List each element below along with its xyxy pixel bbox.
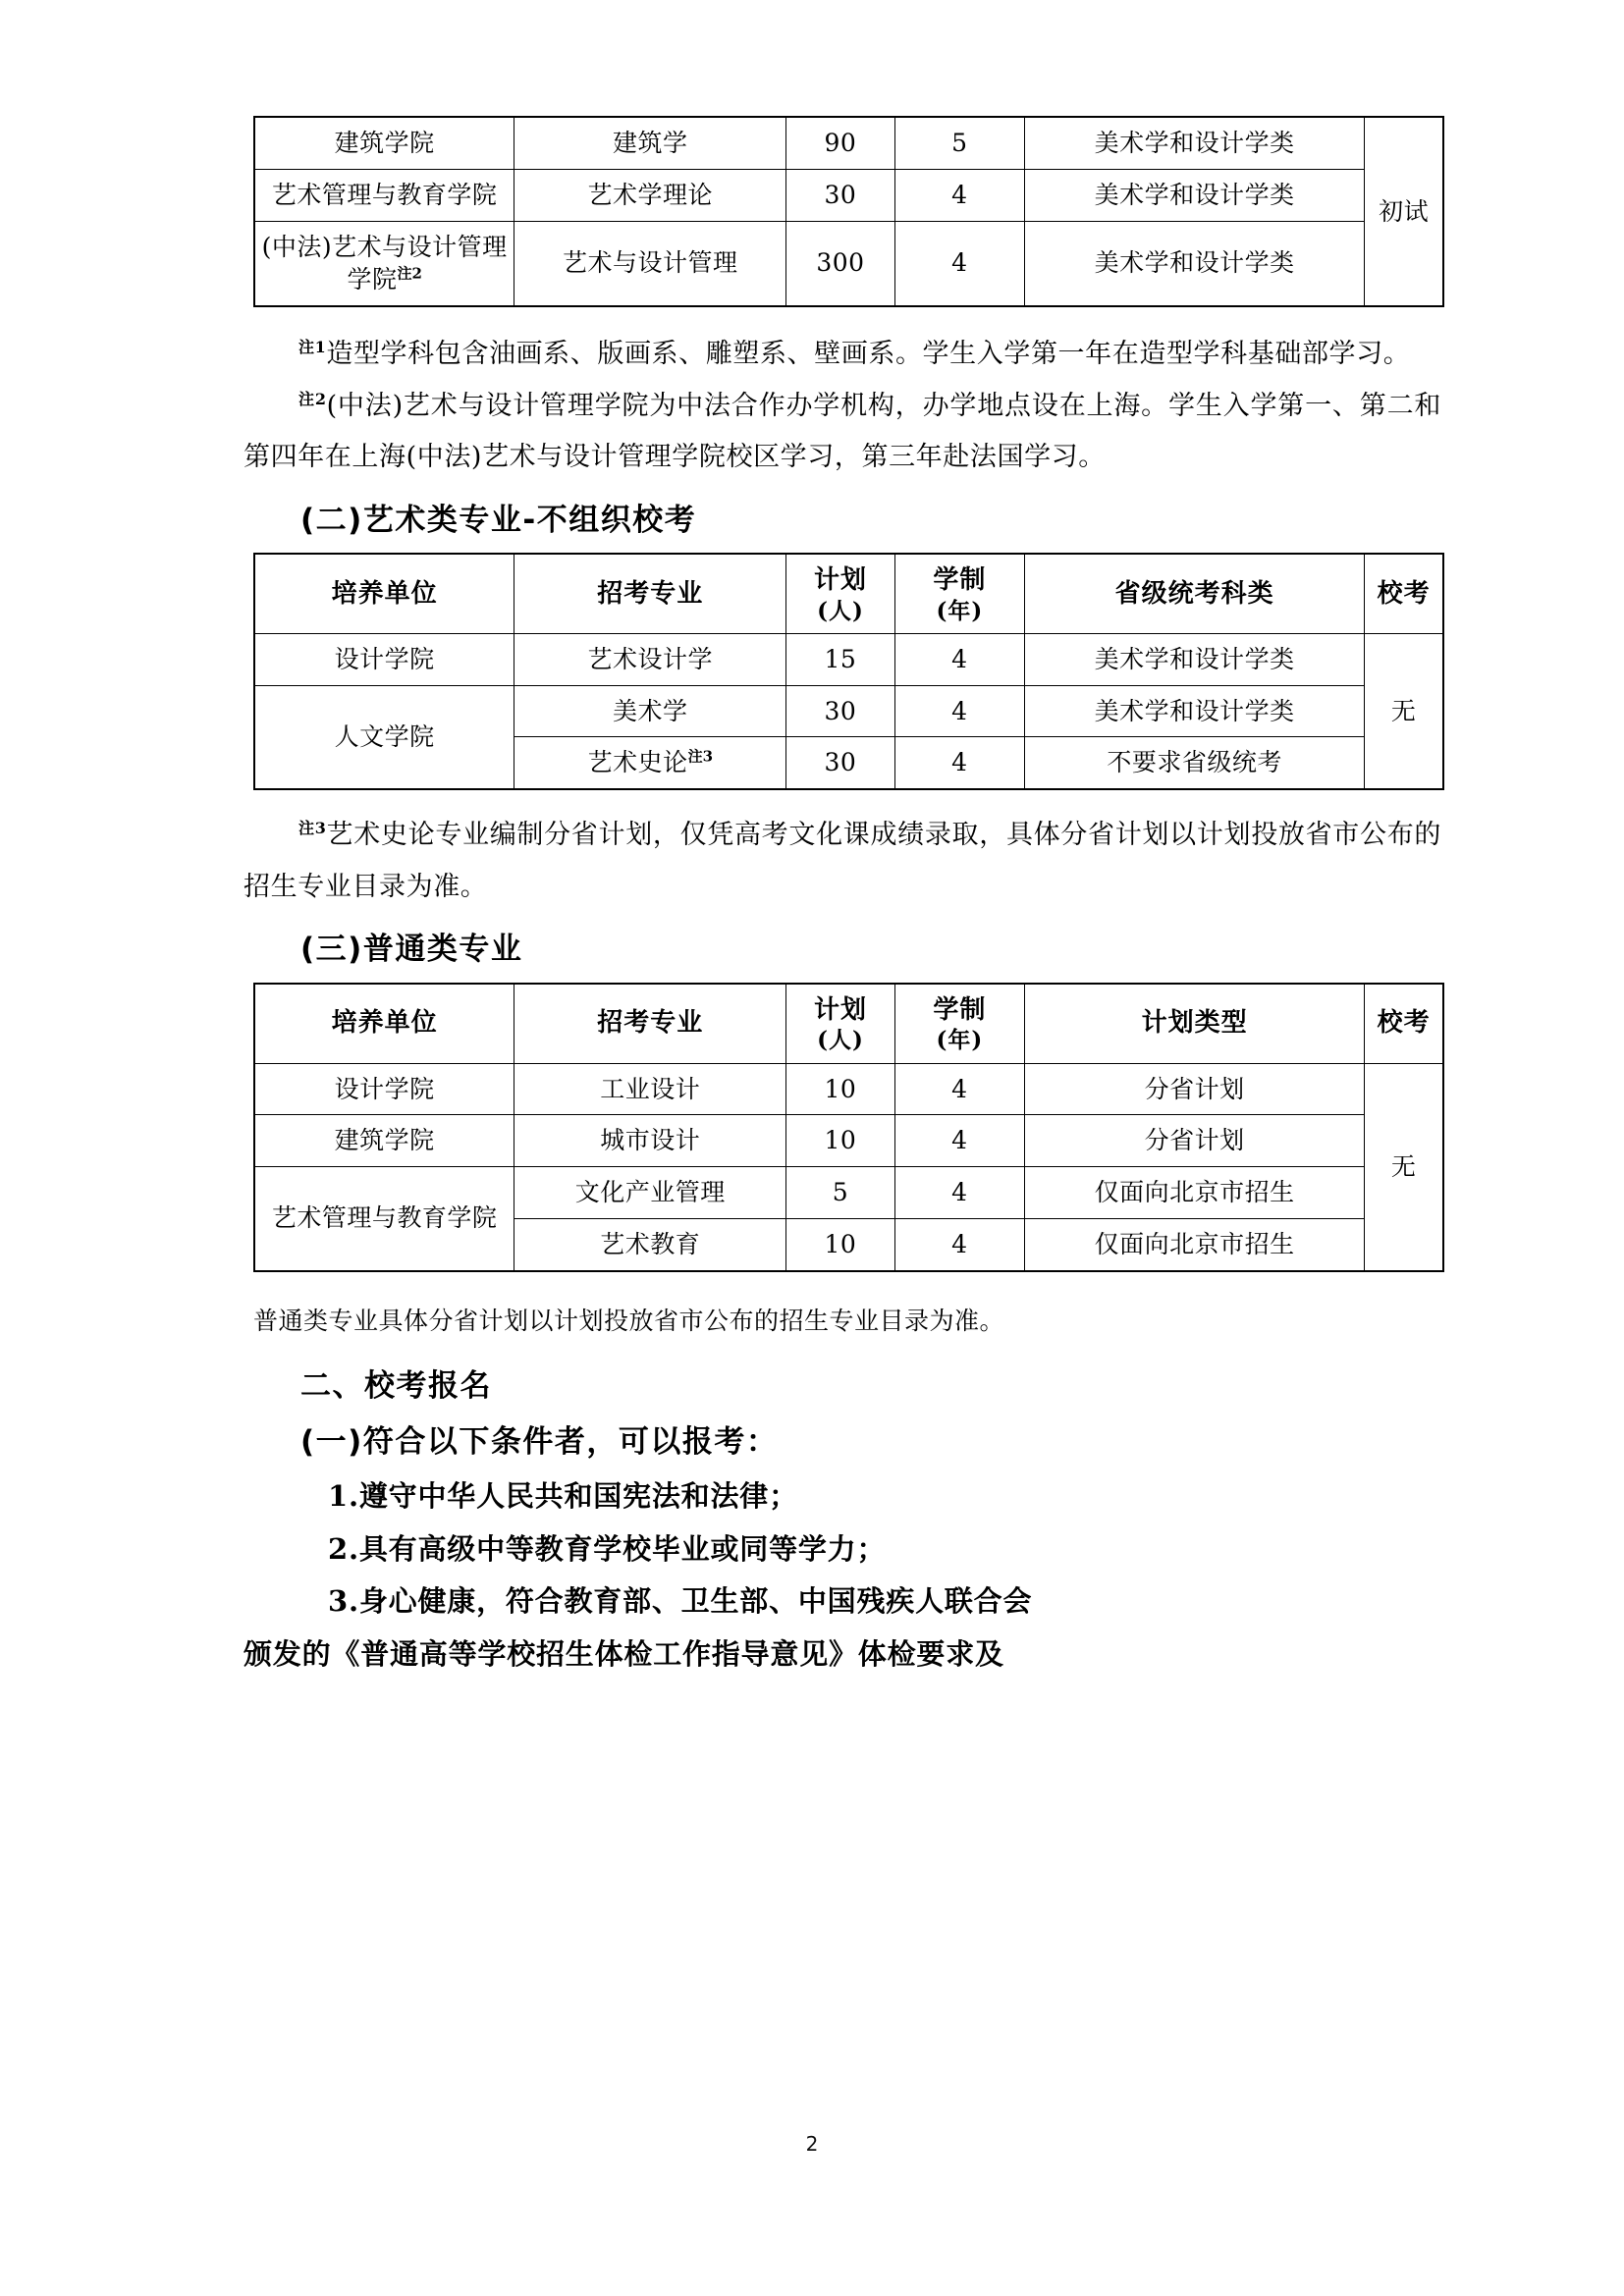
footnote-marker-2: 注2 <box>397 264 422 283</box>
footnote-3-text: 艺术史论专业编制分省计划，仅凭高考文化课成绩录取，具体分省计划以计划投放省市公布的招生专业目录为准。 <box>244 820 1441 902</box>
cell-years: 4 <box>894 633 1024 685</box>
cell-years: 4 <box>894 1063 1024 1115</box>
cell-major: 艺术与设计管理 <box>514 221 786 306</box>
cell-exam-merged: 无 <box>1365 1063 1443 1271</box>
cell-years: 4 <box>894 737 1024 789</box>
header-plan <box>786 554 894 633</box>
header-unit: 培养单位 <box>254 984 514 1063</box>
footnote-3 <box>244 810 1441 913</box>
cell-major: 美术学 <box>514 685 786 737</box>
header-plan-sub: (人) <box>817 1027 864 1054</box>
cell-unit <box>254 221 514 306</box>
cell-plan: 300 <box>786 221 894 306</box>
cell-exam-merged: 初试 <box>1365 117 1443 306</box>
header-category: 计划类型 <box>1025 984 1365 1063</box>
table-art-exam-wrap <box>253 116 1441 307</box>
heading-eligibility: (一)符合以下条件者，可以报考： <box>300 1423 779 1460</box>
cell-category: 分省计划 <box>1025 1063 1365 1115</box>
spacer-before-sec2 <box>244 484 1441 498</box>
cell-plan: 5 <box>786 1167 894 1219</box>
table-art-exam <box>253 116 1444 307</box>
table-row <box>254 1167 1443 1219</box>
header-major: 招考专业 <box>514 984 786 1063</box>
header-years <box>894 984 1024 1063</box>
cell-unit: 艺术管理与教育学院 <box>254 169 514 221</box>
cell-years: 4 <box>894 685 1024 737</box>
cell-category: 美术学和设计学类 <box>1025 685 1365 737</box>
header-plan-main: 计划 <box>813 994 867 1025</box>
table-row <box>254 685 1443 737</box>
cell-years: 4 <box>894 1218 1024 1270</box>
cell-major: 文化产业管理 <box>514 1167 786 1219</box>
cell-years: 4 <box>894 221 1024 306</box>
cell-major: 艺术学理论 <box>514 169 786 221</box>
cell-category: 仅面向北京市招生 <box>1025 1218 1365 1270</box>
cell-category: 美术学和设计学类 <box>1025 169 1365 221</box>
page-number: 2 <box>805 2132 819 2156</box>
table-art-nocampus-wrap <box>253 553 1441 790</box>
cell-exam-merged: 无 <box>1365 633 1443 789</box>
cell-years: 5 <box>894 117 1024 169</box>
heading-section-three: (三)普通类专业 <box>300 932 523 968</box>
heading-section-two: (二)艺术类专业-不组织校考 <box>300 502 697 538</box>
table-row <box>254 221 1443 306</box>
footnote-1-mark: 注1 <box>298 338 327 356</box>
footnote-1-text: 造型学科包含油画系、版画系、雕塑系、壁画系。学生入学第一年在造型学科基础部学习。 <box>326 339 1411 369</box>
table-general-wrap <box>253 983 1441 1272</box>
cell-unit: 设计学院 <box>254 633 514 685</box>
cell-plan: 10 <box>786 1115 894 1167</box>
cell-unit-text: (中法)艺术与设计管理学院 <box>261 232 508 294</box>
cell-unit: 设计学院 <box>254 1063 514 1115</box>
top-spacer <box>244 0 1441 116</box>
cell-plan: 30 <box>786 685 894 737</box>
table-art-nocampus <box>253 553 1444 790</box>
cell-plan: 30 <box>786 737 894 789</box>
page-content <box>244 0 1441 1682</box>
spacer-after-h2 <box>244 543 1441 553</box>
cell-years: 4 <box>894 1115 1024 1167</box>
header-years-main: 学制 <box>933 994 987 1025</box>
spacer-before-sec3 <box>244 913 1441 927</box>
header-plan <box>786 984 894 1063</box>
footnote-marker-3: 注3 <box>687 748 714 767</box>
cell-category: 美术学和设计学类 <box>1025 633 1365 685</box>
footnote-2-mark: 注2 <box>298 389 327 408</box>
cell-plan: 30 <box>786 169 894 221</box>
table-row <box>254 169 1443 221</box>
header-exam: 校考 <box>1365 554 1443 633</box>
table-row <box>254 117 1443 169</box>
header-plan-sub: (人) <box>817 597 864 624</box>
header-years-sub: (年) <box>936 597 984 624</box>
cell-plan: 10 <box>786 1218 894 1270</box>
header-unit: 培养单位 <box>254 554 514 633</box>
footnote-2-text: (中法)艺术与设计管理学院为中法合作办学机构，办学地点设在上海。学生入学第一、第二和第四年在上海(中法)艺术与设计管理学院校区学习，第三年赴法国学习。 <box>244 390 1441 473</box>
cell-unit-merged: 艺术管理与教育学院 <box>254 1167 514 1271</box>
table-row <box>254 1063 1443 1115</box>
cell-unit-merged: 人文学院 <box>254 685 514 789</box>
cell-major: 建筑学 <box>514 117 786 169</box>
cell-plan: 90 <box>786 117 894 169</box>
heading-exam-registration: 二、校考报名 <box>300 1368 492 1405</box>
cell-category: 美术学和设计学类 <box>1025 117 1365 169</box>
header-years-main: 学制 <box>933 565 987 596</box>
table-header-row <box>254 984 1443 1063</box>
footnote-2 <box>244 381 1441 484</box>
list-item: 3.身心健康，符合教育部、卫生部、中国残疾人联合会 <box>328 1584 1033 1619</box>
header-major: 招考专业 <box>514 554 786 633</box>
cell-major <box>514 737 786 789</box>
header-category: 省级统考科类 <box>1025 554 1365 633</box>
spacer-after-table3 <box>244 1272 1441 1298</box>
list-item-continuation: 颁发的《普通高等学校招生体检工作指导意见》体检要求及 <box>244 1636 1004 1671</box>
cell-major: 艺术设计学 <box>514 633 786 685</box>
cell-unit: 建筑学院 <box>254 1115 514 1167</box>
footnote-3-mark: 注3 <box>298 819 327 838</box>
cell-major: 工业设计 <box>514 1063 786 1115</box>
list-item: 1.遵守中华人民共和国宪法和法律； <box>328 1479 798 1514</box>
header-years <box>894 554 1024 633</box>
footnote-1 <box>244 329 1441 381</box>
cell-years: 4 <box>894 169 1024 221</box>
cell-unit: 建筑学院 <box>254 117 514 169</box>
list-item: 2.具有高级中等教育学校毕业或同等学力； <box>328 1531 887 1566</box>
table-header-row <box>254 554 1443 633</box>
table-row <box>254 1115 1443 1167</box>
cell-major: 城市设计 <box>514 1115 786 1167</box>
cell-plan: 15 <box>786 633 894 685</box>
table-row <box>254 633 1443 685</box>
cell-category: 美术学和设计学类 <box>1025 221 1365 306</box>
table-general <box>253 983 1444 1272</box>
cell-years: 4 <box>894 1167 1024 1219</box>
header-years-sub: (年) <box>936 1027 984 1054</box>
general-plan-note: 普通类专业具体分省计划以计划投放省市公布的招生专业目录为准。 <box>253 1306 1005 1335</box>
cell-major: 艺术教育 <box>514 1218 786 1270</box>
header-plan-main: 计划 <box>813 565 867 596</box>
cell-category: 分省计划 <box>1025 1115 1365 1167</box>
spacer-after-table2 <box>244 790 1441 810</box>
cell-category: 仅面向北京市招生 <box>1025 1167 1365 1219</box>
header-exam: 校考 <box>1365 984 1443 1063</box>
cell-plan: 10 <box>786 1063 894 1115</box>
cell-major-text: 艺术史论 <box>587 748 688 777</box>
cell-category: 不要求省级统考 <box>1025 737 1365 789</box>
spacer-before-sec-two-main <box>244 1344 1441 1363</box>
spacer-after-table1 <box>244 307 1441 329</box>
spacer-after-h3 <box>244 973 1441 983</box>
